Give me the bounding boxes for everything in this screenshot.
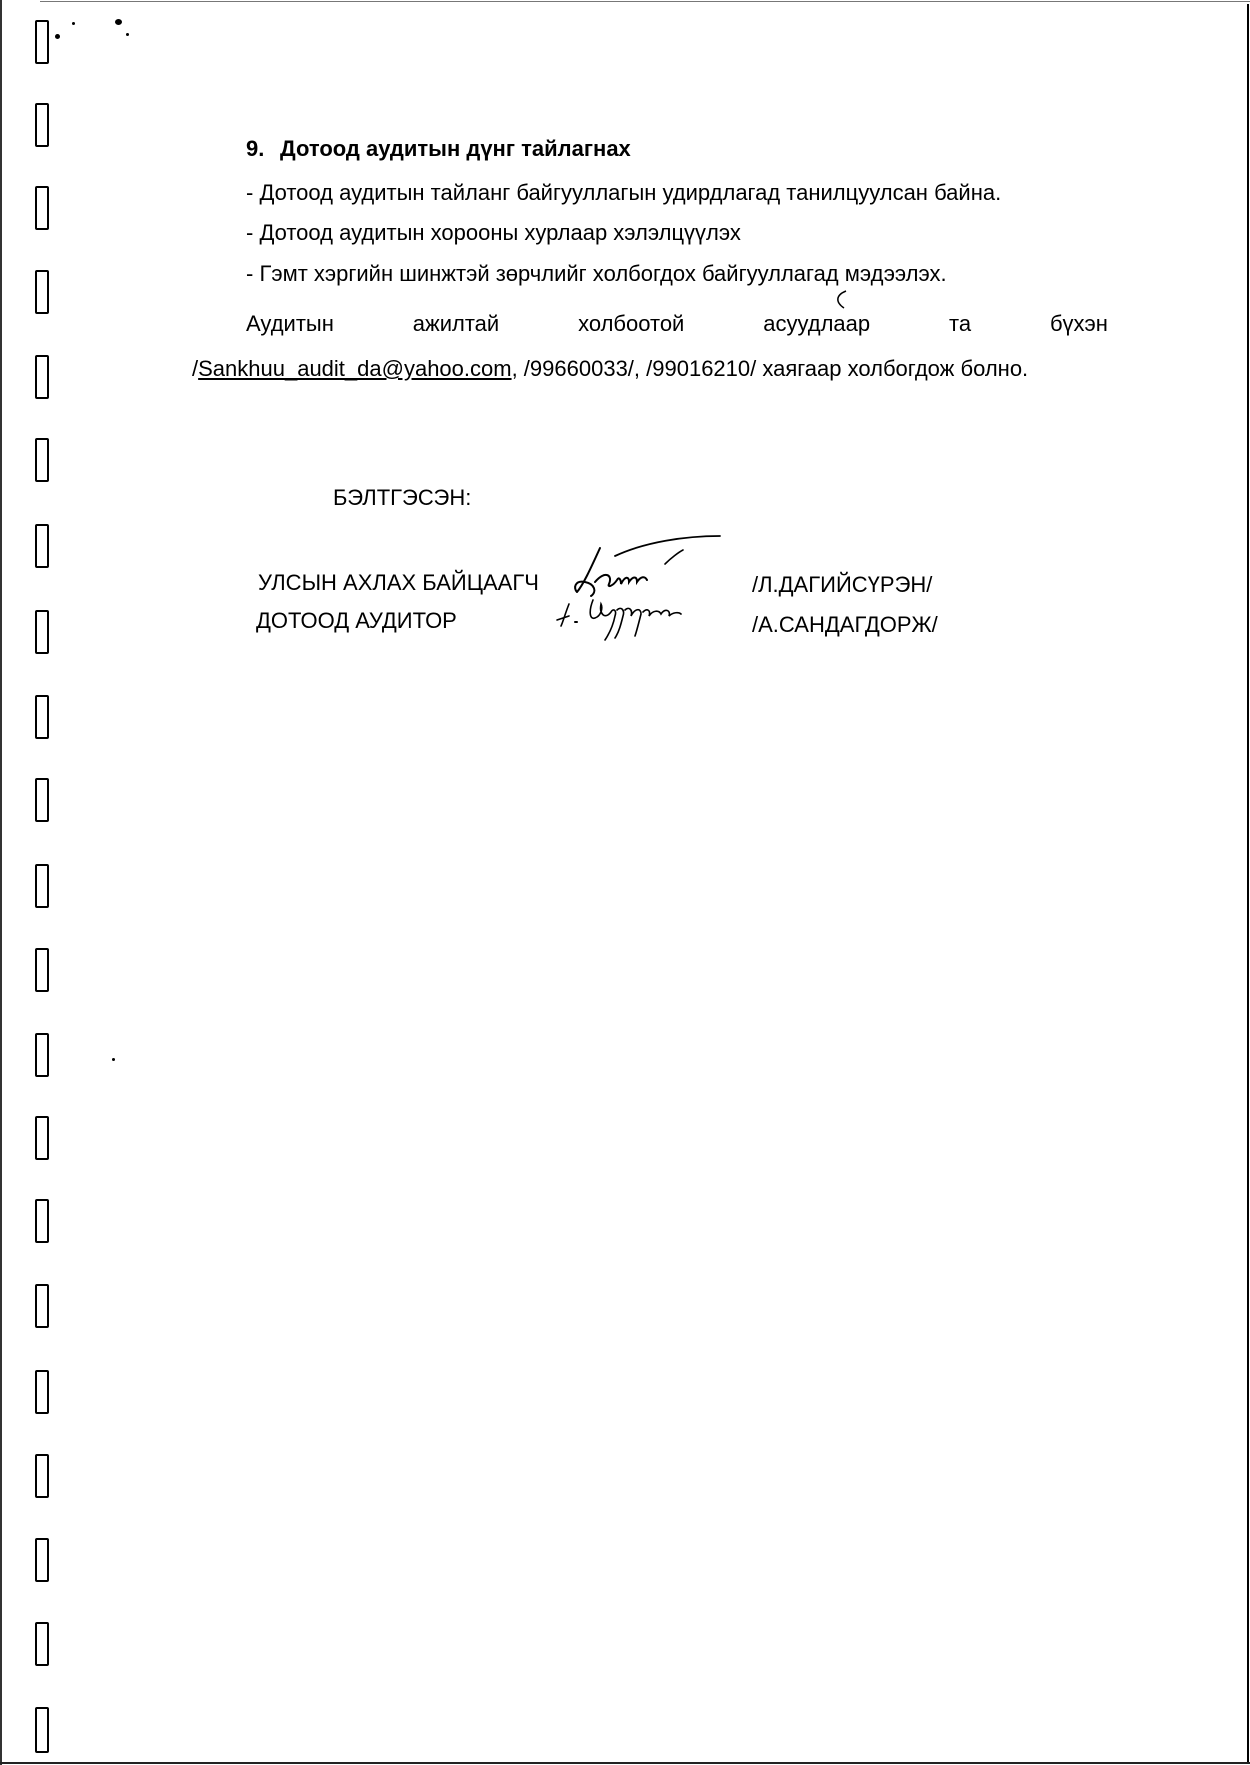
section-title: Дотоод аудитын дүнг тайлагнах	[280, 136, 631, 161]
contact-prefix: /	[192, 356, 199, 381]
page-top-edge	[40, 1, 1250, 2]
pen-mark	[830, 288, 850, 312]
page-bottom-edge	[0, 1762, 1250, 1764]
bullet-item: - Дотоод аудитын хорооны хурлаар хэлэлцүүлэх	[246, 220, 741, 245]
binder-hole	[35, 1033, 49, 1077]
binder-hole	[35, 1370, 49, 1414]
handwritten-signature	[555, 530, 725, 660]
scan-speck	[55, 34, 60, 39]
binder-hole	[35, 1284, 49, 1328]
bullet-item: - Гэмт хэргийн шинжтэй зөрчлийг холбогдох байгууллагад мэдээлэх.	[246, 261, 947, 286]
scan-speck	[112, 1058, 115, 1061]
contact-line-1	[246, 311, 1108, 337]
scan-speck	[72, 22, 75, 25]
binder-hole	[35, 355, 49, 399]
binder-hole	[35, 1454, 49, 1498]
contact-word: асуудлаар	[763, 311, 871, 336]
contact-word: Аудитын	[246, 311, 334, 336]
signatory-position: ДОТООД АУДИТОР	[256, 608, 457, 633]
binder-hole	[35, 1199, 49, 1243]
scan-speck	[115, 19, 122, 25]
binder-hole	[35, 1538, 49, 1582]
contact-word: бүхэн	[1049, 311, 1108, 336]
binder-hole	[35, 1622, 49, 1666]
contact-word: та	[949, 311, 972, 336]
binder-hole	[35, 438, 49, 482]
contact-word: ажилтай	[412, 311, 500, 336]
contact-line-2	[192, 356, 1028, 382]
signatory-name: /Л.ДАГИЙСҮРЭН/	[752, 572, 933, 597]
binder-hole	[35, 864, 49, 908]
binder-hole	[35, 695, 49, 739]
signatory-name: /А.САНДАГДОРЖ/	[752, 612, 938, 637]
binder-hole	[35, 778, 49, 822]
bullet-item: - Дотоод аудитын тайланг байгууллагын удирдлагад танилцуулсан байна.	[246, 180, 1002, 205]
binder-hole	[35, 1707, 49, 1753]
binder-hole	[35, 103, 49, 147]
binder-hole	[35, 524, 49, 568]
binder-hole	[35, 186, 49, 230]
page-right-edge	[1247, 4, 1249, 1764]
binder-hole	[35, 270, 49, 314]
page-left-edge	[0, 0, 2, 1765]
section-heading	[246, 136, 631, 162]
binder-hole	[35, 948, 49, 992]
signatory-position: УЛСЫН АХЛАХ БАЙЦААГЧ	[258, 570, 539, 595]
contact-phones: , /99660033/, /99016210/ хаягаар холбогдож болно.	[511, 356, 1029, 381]
section-number: 9.	[246, 136, 265, 161]
contact-word: холбоотой	[578, 311, 685, 336]
binder-hole	[35, 610, 49, 654]
binder-hole	[35, 20, 49, 64]
scan-speck	[126, 33, 129, 36]
binder-hole	[35, 1116, 49, 1160]
prepared-by-label: БЭЛТГЭСЭН:	[333, 485, 472, 510]
email-link[interactable]: Sankhuu_audit_da@yahoo.com	[198, 356, 512, 381]
